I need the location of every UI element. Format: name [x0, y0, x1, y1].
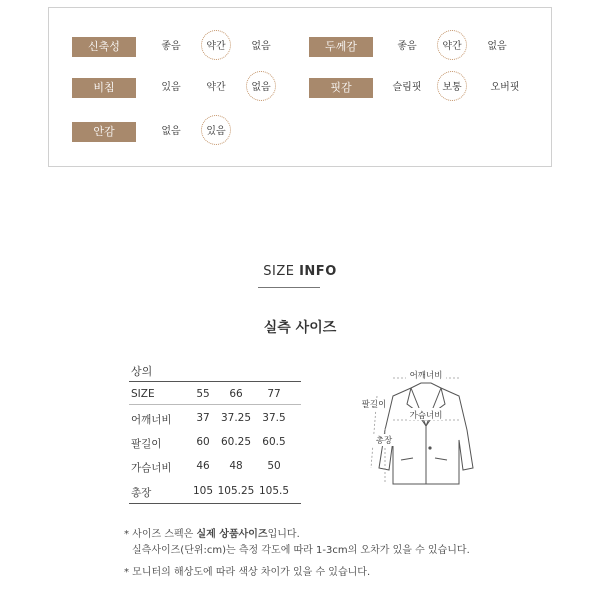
attribute-option: 없음 — [487, 41, 507, 52]
row-label: 총장 — [131, 487, 152, 499]
cell-value: 60.5 — [262, 436, 286, 448]
attribute-option-selected: 약간 — [435, 37, 469, 57]
cell-value: 50 — [267, 460, 281, 472]
attribute-option-selected: 있음 — [199, 122, 233, 142]
size-info-title: SIZE INFO — [263, 264, 337, 279]
label-length: 총장 — [375, 436, 393, 446]
jacket-button — [428, 446, 431, 449]
attribute-option: 오버핏 — [490, 82, 520, 93]
row-label: 팔길이 — [131, 438, 162, 450]
attribute-option-selected: 보통 — [435, 78, 469, 98]
jacket-measurement-diagram — [355, 368, 495, 498]
attribute-label: 비침 — [72, 78, 136, 98]
cell-value: 37.25 — [220, 412, 252, 424]
measurement-subtitle: 실측 사이즈 — [263, 320, 337, 336]
row-label: 어깨너비 — [131, 414, 172, 426]
table-header-size: 55 — [196, 388, 210, 400]
label-chest: 가슴너비 — [409, 411, 443, 421]
cell-value: 105.5 — [258, 485, 290, 497]
attribute-label: 안감 — [72, 122, 136, 142]
label-sleeve: 팔길이 — [361, 400, 387, 410]
attribute-option: 없음 — [251, 41, 271, 52]
attribute-option: 없음 — [161, 126, 181, 137]
attribute-option: 약간 — [206, 82, 226, 93]
table-header-size: 77 — [267, 388, 281, 400]
table-category: 상의 — [131, 365, 153, 378]
title-underline — [258, 287, 320, 288]
note-tolerance: 실측사이즈(단위:cm)는 측정 각도에 따라 1-3cm의 오차가 있을 수 있습니다. — [132, 545, 470, 556]
cell-value: 46 — [196, 460, 210, 472]
attribute-option: 있음 — [161, 82, 181, 93]
table-header-size: 66 — [229, 388, 243, 400]
attribute-option: 슬림핏 — [392, 82, 422, 93]
cell-value: 105 — [192, 485, 214, 497]
note-spec: * 사이즈 스펙은 실제 상품사이즈입니다. — [124, 529, 300, 540]
attribute-option-selected: 약간 — [199, 37, 233, 57]
size-notes — [124, 527, 470, 581]
attribute-option: 좋음 — [397, 41, 417, 52]
row-label: 가슴너비 — [131, 462, 172, 474]
attribute-label: 두께감 — [309, 37, 373, 57]
cell-value: 48 — [229, 460, 243, 472]
label-shoulder: 어깨너비 — [409, 371, 443, 381]
cell-value: 60 — [196, 436, 210, 448]
cell-value: 37 — [196, 412, 210, 424]
attribute-option-selected: 없음 — [244, 78, 278, 98]
table-header-rule — [129, 404, 301, 405]
attribute-option: 좋음 — [161, 41, 181, 52]
note-monitor: * 모니터의 해상도에 따라 색상 차이가 있을 수 있습니다. — [124, 567, 371, 578]
table-header-label: SIZE — [131, 388, 155, 400]
cell-value: 60.25 — [220, 436, 252, 448]
cell-value: 37.5 — [262, 412, 286, 424]
table-top-rule — [129, 381, 301, 382]
cell-value: 105.25 — [217, 485, 255, 497]
fabric-attributes-panel — [48, 7, 552, 167]
table-bottom-rule — [129, 503, 301, 504]
attribute-label: 핏감 — [309, 78, 373, 98]
attribute-label: 신축성 — [72, 37, 136, 57]
